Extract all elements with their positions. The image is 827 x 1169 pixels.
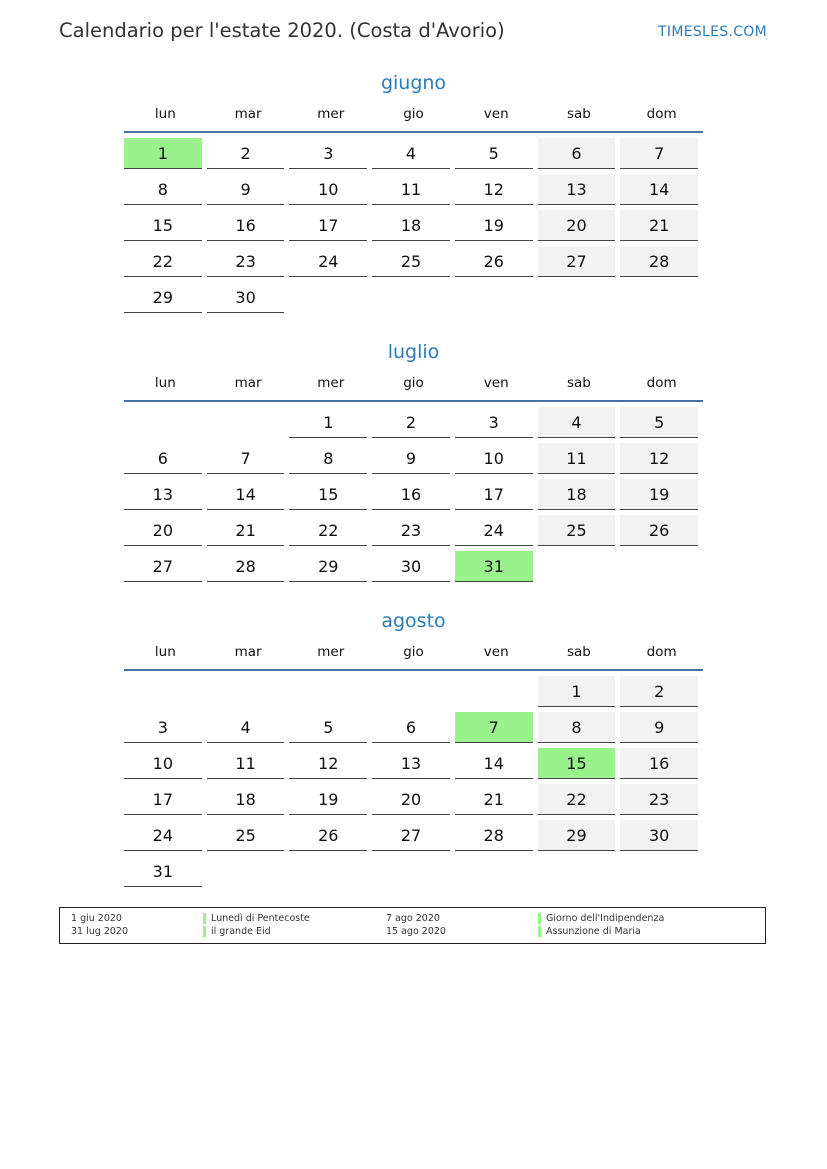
day-cell	[620, 676, 703, 712]
weekday-label: ven	[483, 375, 509, 391]
weekday-label: lun	[154, 106, 176, 122]
empty-day-cell	[124, 676, 207, 712]
day-number: 29	[289, 551, 367, 582]
month-june	[124, 69, 703, 318]
day-number: 23	[620, 784, 698, 815]
day-number: 16	[372, 479, 450, 510]
day-cell	[620, 174, 703, 210]
day-cell	[455, 712, 538, 748]
empty-day-cell	[538, 551, 621, 587]
day-cell	[455, 748, 538, 784]
day-cell	[207, 174, 290, 210]
day-cell	[124, 515, 207, 551]
day-cell	[538, 712, 621, 748]
day-cell	[207, 551, 290, 587]
day-cell	[372, 174, 455, 210]
day-cell	[620, 712, 703, 748]
week-row	[124, 712, 703, 748]
day-number: 27	[372, 820, 450, 851]
empty-day-cell	[620, 551, 703, 587]
day-cell	[538, 174, 621, 210]
empty-day-cell	[207, 676, 290, 712]
week-row	[124, 820, 703, 856]
day-cell	[455, 443, 538, 479]
day-number: 26	[620, 515, 698, 546]
day-cell	[620, 443, 703, 479]
day-cell	[124, 138, 207, 174]
day-number: 21	[455, 784, 533, 815]
day-cell	[538, 443, 621, 479]
day-cell	[207, 712, 290, 748]
day-number: 8	[124, 174, 202, 205]
day-number: 20	[124, 515, 202, 546]
day-cell	[289, 174, 372, 210]
day-number: 13	[538, 174, 616, 205]
day-number: 10	[289, 174, 367, 205]
weekday-label: dom	[646, 106, 677, 122]
day-number: 18	[372, 210, 450, 241]
day-cell	[289, 748, 372, 784]
day-number: 9	[620, 712, 698, 743]
day-number: 14	[455, 748, 533, 779]
legend-date: 7 ago 2020	[386, 913, 440, 924]
day-cell	[372, 443, 455, 479]
empty-day-cell	[455, 676, 538, 712]
day-cell	[620, 784, 703, 820]
day-number: 26	[455, 246, 533, 277]
legend-date: 31 lug 2020	[71, 926, 128, 937]
day-number: 20	[538, 210, 616, 241]
day-number: 21	[207, 515, 285, 546]
day-number: 30	[207, 282, 285, 313]
day-cell	[455, 784, 538, 820]
day-number: 3	[455, 407, 533, 438]
day-number: 1	[124, 138, 202, 169]
day-number: 28	[620, 246, 698, 277]
day-cell	[289, 407, 372, 443]
day-number: 15	[538, 748, 616, 779]
legend-holiday-name: Lunedì di Pentecoste	[211, 913, 310, 924]
week-row	[124, 246, 703, 282]
day-number: 18	[207, 784, 285, 815]
day-cell	[289, 443, 372, 479]
week-row	[124, 551, 703, 587]
day-cell	[289, 712, 372, 748]
day-cell	[207, 210, 290, 246]
day-number: 16	[620, 748, 698, 779]
day-cell	[538, 515, 621, 551]
day-cell	[372, 210, 455, 246]
day-cell	[620, 210, 703, 246]
day-number: 6	[372, 712, 450, 743]
day-number: 6	[538, 138, 616, 169]
weekday-label: mer	[317, 375, 345, 391]
day-number: 8	[289, 443, 367, 474]
day-cell	[289, 515, 372, 551]
day-number: 28	[207, 551, 285, 582]
day-cell	[372, 138, 455, 174]
day-cell	[289, 246, 372, 282]
empty-day-cell	[124, 407, 207, 443]
day-number: 19	[620, 479, 698, 510]
day-cell	[620, 820, 703, 856]
holiday-legend	[59, 907, 766, 944]
day-cell	[124, 784, 207, 820]
day-number: 14	[207, 479, 285, 510]
day-number: 22	[538, 784, 616, 815]
day-number: 7	[620, 138, 698, 169]
day-number: 16	[207, 210, 285, 241]
week-row	[124, 443, 703, 479]
day-number: 21	[620, 210, 698, 241]
day-cell	[620, 246, 703, 282]
header-divider	[124, 131, 703, 133]
day-number: 30	[372, 551, 450, 582]
day-number: 10	[455, 443, 533, 474]
day-number: 6	[124, 443, 202, 474]
day-number: 5	[289, 712, 367, 743]
page-title: Calendario per l'estate 2020. (Costa d'Avorio)	[59, 19, 505, 42]
day-cell	[207, 479, 290, 515]
day-number: 25	[372, 246, 450, 277]
day-number: 27	[538, 246, 616, 277]
week-row	[124, 479, 703, 515]
day-cell	[455, 515, 538, 551]
day-number: 20	[372, 784, 450, 815]
day-number: 10	[124, 748, 202, 779]
weekday-header	[124, 366, 703, 400]
day-number: 19	[455, 210, 533, 241]
legend-date: 1 giu 2020	[71, 913, 122, 924]
day-number: 12	[620, 443, 698, 474]
day-cell	[207, 282, 290, 318]
weekday-label: mar	[234, 644, 262, 660]
day-cell	[124, 479, 207, 515]
day-cell	[124, 210, 207, 246]
day-number: 2	[620, 676, 698, 707]
day-cell	[620, 407, 703, 443]
day-cell	[372, 784, 455, 820]
day-number: 5	[620, 407, 698, 438]
weekday-label: mar	[234, 106, 262, 122]
day-number: 3	[124, 712, 202, 743]
day-cell	[538, 210, 621, 246]
day-number: 31	[455, 551, 533, 582]
weekday-header	[124, 635, 703, 669]
day-cell	[289, 210, 372, 246]
weekday-label: mer	[317, 106, 345, 122]
day-cell	[124, 174, 207, 210]
day-cell	[372, 820, 455, 856]
week-row	[124, 676, 703, 712]
day-number: 17	[124, 784, 202, 815]
empty-day-cell	[620, 282, 703, 318]
header-divider	[124, 400, 703, 402]
day-number: 11	[372, 174, 450, 205]
day-cell	[124, 712, 207, 748]
week-row	[124, 210, 703, 246]
week-row	[124, 784, 703, 820]
day-number: 7	[455, 712, 533, 743]
day-number: 24	[455, 515, 533, 546]
day-number: 1	[538, 676, 616, 707]
day-number: 5	[455, 138, 533, 169]
empty-day-cell	[538, 856, 621, 892]
day-number: 27	[124, 551, 202, 582]
day-cell	[538, 748, 621, 784]
day-cell	[455, 246, 538, 282]
day-number: 22	[289, 515, 367, 546]
legend-holiday-marker	[203, 926, 206, 937]
day-number: 25	[538, 515, 616, 546]
day-number: 2	[207, 138, 285, 169]
empty-day-cell	[455, 856, 538, 892]
day-cell	[289, 138, 372, 174]
day-cell	[455, 138, 538, 174]
day-cell	[207, 138, 290, 174]
weekday-label: gio	[403, 644, 424, 660]
day-cell	[207, 748, 290, 784]
legend-date: 15 ago 2020	[386, 926, 446, 937]
week-row	[124, 856, 703, 892]
weekday-label: lun	[154, 644, 176, 660]
day-number: 11	[538, 443, 616, 474]
day-number: 4	[372, 138, 450, 169]
week-row	[124, 282, 703, 318]
header-divider	[124, 669, 703, 671]
legend-holiday-marker	[538, 913, 541, 924]
day-cell	[289, 551, 372, 587]
month-title: agosto	[381, 610, 446, 632]
day-cell	[620, 479, 703, 515]
week-row	[124, 138, 703, 174]
day-number: 29	[538, 820, 616, 851]
empty-day-cell	[372, 676, 455, 712]
day-cell	[372, 748, 455, 784]
legend-holiday-name: Giorno dell'Indipendenza	[546, 913, 665, 924]
legend-holiday-marker	[203, 913, 206, 924]
day-number: 2	[372, 407, 450, 438]
day-cell	[372, 712, 455, 748]
empty-day-cell	[372, 856, 455, 892]
weekday-label: lun	[154, 375, 176, 391]
day-cell	[538, 407, 621, 443]
weekday-label: mer	[317, 644, 345, 660]
day-cell	[455, 479, 538, 515]
day-cell	[289, 820, 372, 856]
day-cell	[538, 138, 621, 174]
day-number: 9	[372, 443, 450, 474]
day-cell	[538, 820, 621, 856]
day-cell	[455, 407, 538, 443]
day-cell	[538, 246, 621, 282]
day-cell	[455, 174, 538, 210]
day-cell	[372, 246, 455, 282]
weekday-label: gio	[403, 106, 424, 122]
week-row	[124, 407, 703, 443]
day-number: 24	[124, 820, 202, 851]
week-row	[124, 174, 703, 210]
day-cell	[372, 515, 455, 551]
weekday-label: sab	[567, 375, 591, 391]
empty-day-cell	[207, 856, 290, 892]
day-number: 3	[289, 138, 367, 169]
day-number: 12	[289, 748, 367, 779]
day-number: 19	[289, 784, 367, 815]
legend-holiday-name: il grande Eid	[211, 926, 271, 937]
brand-link[interactable]: TIMESLES.COM	[658, 24, 767, 40]
day-cell	[538, 784, 621, 820]
day-cell	[124, 748, 207, 784]
day-number: 8	[538, 712, 616, 743]
day-cell	[124, 820, 207, 856]
day-number: 25	[207, 820, 285, 851]
day-number: 17	[455, 479, 533, 510]
legend-holiday-name: Assunzione di Maria	[546, 926, 641, 937]
weekday-label: dom	[646, 644, 677, 660]
day-number: 17	[289, 210, 367, 241]
day-cell	[124, 246, 207, 282]
empty-day-cell	[289, 282, 372, 318]
day-number: 18	[538, 479, 616, 510]
day-cell	[207, 515, 290, 551]
weekday-label: sab	[567, 644, 591, 660]
day-cell	[207, 820, 290, 856]
month-title: luglio	[387, 341, 440, 363]
day-number: 1	[289, 407, 367, 438]
day-number: 12	[455, 174, 533, 205]
month-august	[124, 607, 703, 892]
day-cell	[372, 551, 455, 587]
weekday-label: ven	[483, 106, 509, 122]
day-number: 4	[207, 712, 285, 743]
week-row	[124, 748, 703, 784]
day-cell	[538, 479, 621, 515]
day-number: 31	[124, 856, 202, 887]
day-cell	[124, 443, 207, 479]
day-cell	[538, 676, 621, 712]
day-number: 29	[124, 282, 202, 313]
day-number: 24	[289, 246, 367, 277]
day-number: 28	[455, 820, 533, 851]
day-number: 13	[124, 479, 202, 510]
day-cell	[207, 246, 290, 282]
day-cell	[455, 210, 538, 246]
empty-day-cell	[207, 407, 290, 443]
empty-day-cell	[289, 676, 372, 712]
day-number: 22	[124, 246, 202, 277]
empty-day-cell	[372, 282, 455, 318]
day-cell	[207, 784, 290, 820]
day-cell	[372, 407, 455, 443]
day-cell	[455, 551, 538, 587]
day-cell	[207, 443, 290, 479]
day-cell	[289, 479, 372, 515]
empty-day-cell	[455, 282, 538, 318]
month-july	[124, 338, 703, 587]
day-number: 9	[207, 174, 285, 205]
weekday-label: sab	[567, 106, 591, 122]
legend-holiday-marker	[538, 926, 541, 937]
day-number: 23	[207, 246, 285, 277]
day-cell	[620, 515, 703, 551]
day-cell	[124, 282, 207, 318]
month-title: giugno	[380, 72, 447, 94]
day-cell	[620, 748, 703, 784]
day-number: 30	[620, 820, 698, 851]
day-number: 15	[289, 479, 367, 510]
week-row	[124, 515, 703, 551]
day-number: 7	[207, 443, 285, 474]
weekday-label: ven	[483, 644, 509, 660]
day-cell	[124, 551, 207, 587]
day-number: 11	[207, 748, 285, 779]
day-number: 4	[538, 407, 616, 438]
day-cell	[124, 856, 207, 892]
weekday-label: dom	[646, 375, 677, 391]
empty-day-cell	[289, 856, 372, 892]
weekday-header	[124, 97, 703, 131]
day-number: 26	[289, 820, 367, 851]
day-number: 13	[372, 748, 450, 779]
day-number: 14	[620, 174, 698, 205]
weekday-label: mar	[234, 375, 262, 391]
empty-day-cell	[620, 856, 703, 892]
day-cell	[289, 784, 372, 820]
day-number: 15	[124, 210, 202, 241]
empty-day-cell	[538, 282, 621, 318]
day-cell	[620, 138, 703, 174]
weekday-label: gio	[403, 375, 424, 391]
day-cell	[455, 820, 538, 856]
day-number: 23	[372, 515, 450, 546]
day-cell	[372, 479, 455, 515]
